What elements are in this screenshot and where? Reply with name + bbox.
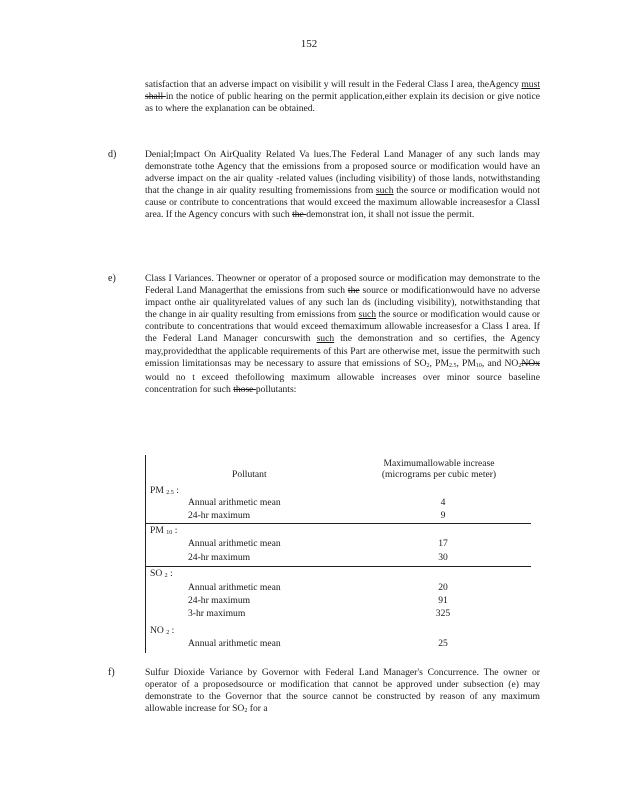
text: satisfaction that an adverse impact on visibilit y will result in the Federal Class I area, theAgency	[145, 79, 522, 90]
colon: :	[171, 625, 175, 636]
pollutant-label	[150, 568, 173, 579]
increment-value: 325	[435, 608, 451, 619]
pollutant-base: SO	[150, 568, 163, 579]
text: the source or modification would not cause or contribute to concentrations that would exceed the maximum allowable increasesfor a ClassI area. If the Agency concurs with such	[145, 185, 540, 221]
increment-table	[145, 455, 531, 653]
paragraph-e	[145, 273, 540, 396]
deletion-the: the	[347, 285, 360, 297]
pollutant-base: PM	[150, 525, 164, 536]
statistic-label: Annual arithmetic mean	[188, 497, 281, 508]
pollutant-label	[150, 525, 177, 536]
subscript: 2.5	[166, 490, 174, 496]
statistic-label: Annual arithmetic mean	[188, 538, 281, 549]
paragraph-f	[145, 667, 540, 717]
insertion-such: such	[358, 309, 377, 321]
row-divider	[146, 566, 531, 567]
increment-value: 91	[438, 595, 448, 606]
paragraph-d	[145, 149, 540, 222]
text: would no t exceed thefollowing maximum allowable increases over minor source baseline concentration for such	[145, 371, 540, 395]
subscript: 2	[166, 630, 170, 636]
statistic-label: 24-hr maximum	[188, 552, 251, 563]
page-number: 152	[300, 38, 318, 50]
statistic-label: 24-hr maximum	[188, 595, 251, 606]
row-divider	[146, 523, 531, 524]
text: , and NO	[481, 357, 519, 369]
pollutant-base: PM	[150, 485, 164, 496]
paragraph-intro	[145, 79, 540, 115]
subsection-marker-f: f)	[108, 667, 115, 678]
subscript: 2	[426, 362, 430, 369]
text: in the notice of public hearing on the permit application,either explain its decision or give notice as to where the explanation can be obtained.	[145, 91, 540, 115]
pollutant-base: NO	[150, 625, 164, 636]
subscript: 2.5	[448, 362, 457, 369]
text: for a	[247, 703, 268, 715]
text: Denial;Impact On AirQuality Related Va lues.The Federal Land Manager of any such lands may demonstrate tothe Agency that the emissions from a proposed source or modification would have an adverse impact on the air quality -related values (including visibility) of those lands, notwithstanding that the change in air quality resulting fromemissions from	[145, 149, 540, 197]
subscript: 2	[518, 362, 522, 369]
text: source or modificationwould have no adverse impact onthe air qualityrelated values of any such lan ds (including visibility), notwithstanding that the change in air quality resulting from emissions from	[145, 285, 540, 321]
statistic-label: Annual arithmetic mean	[188, 638, 281, 649]
pollutant-label	[150, 485, 179, 496]
subsection-marker-e: e)	[108, 273, 116, 284]
text: demonstrat ion, it shall not issue the permit.	[306, 209, 475, 221]
increment-value: 30	[438, 552, 448, 563]
text: the demonstration and so certifies, the Agency may,providedthat the applicable requirements of this Part are otherwise met, issue the permitwith such emission limitationsas may be necessary to assure that emissions of SO	[145, 333, 540, 369]
statistic-label: 3-hr maximum	[188, 608, 246, 619]
text: pollutants:	[255, 383, 297, 395]
statistic-label: Annual arithmetic mean	[188, 582, 281, 593]
increment-value: 20	[438, 582, 448, 593]
deletion-nox: NOx	[521, 357, 541, 369]
header-max-increase	[364, 458, 514, 480]
subscript: 2	[244, 708, 248, 715]
text: Class I Variances. Theowner or operator of a proposed source or modification may demonstrate to the Federal Land Managerthat the emissions from such	[145, 273, 540, 297]
header-pollutant: Pollutant	[232, 469, 267, 480]
insertion-must: must	[521, 79, 540, 90]
insertion-such: such	[316, 333, 335, 345]
subscript: 10	[475, 362, 482, 369]
header-line: (micrograms per cubic meter)	[381, 469, 497, 480]
increment-value: 17	[438, 538, 448, 549]
subscript: 10	[166, 530, 173, 536]
text: the source or modification would cause or contribute to concentrations that would exceed themaximum allowable increasesfor a Class I area. If the Federal Land Manager concurswith	[145, 309, 540, 345]
text: , PM	[429, 357, 449, 369]
insertion-such: such	[375, 185, 394, 197]
deletion-shall: shall	[145, 91, 166, 103]
text: Sulfur Dioxide Variance by Governor with Federal Land Manager's Concurrence. The owner or operator of a proposedsource or modification that cannot be approved under subsection (e) may demonstrate to the Governor that the source cannot be constructed by reason of any maximum allowable increase for SO	[145, 667, 540, 715]
increment-value: 4	[440, 497, 446, 508]
subsection-marker-d: d)	[108, 149, 117, 160]
colon: :	[170, 568, 173, 579]
increment-value: 25	[438, 638, 448, 649]
statistic-label: 24-hr maximum	[188, 510, 251, 521]
colon: :	[176, 485, 179, 496]
subscript: 2	[164, 573, 168, 579]
deletion-those: those	[233, 383, 256, 395]
pollutant-label	[150, 625, 174, 636]
increment-value: 9	[440, 510, 446, 521]
text: , PM	[456, 357, 476, 369]
deletion-the: the	[292, 209, 307, 221]
header-line: Maximumallowable increase	[383, 458, 495, 469]
colon: :	[174, 525, 178, 536]
